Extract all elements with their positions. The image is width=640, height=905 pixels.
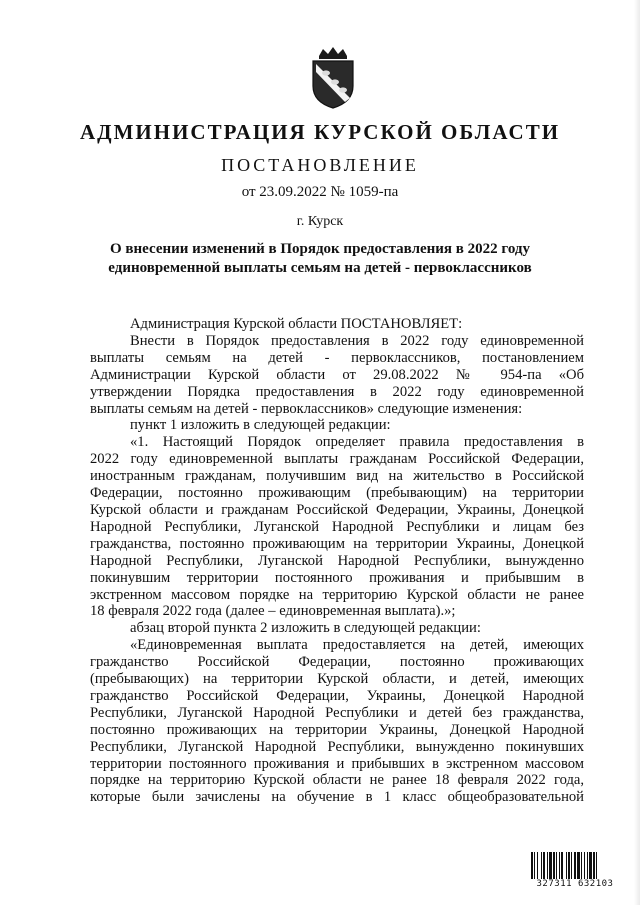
body-line: пункт 1 изложить в следующей редакции: <box>130 417 391 434</box>
body-line: «1. Настоящий Порядок определяет правила предоставления в <box>130 434 584 451</box>
document-title <box>0 240 640 278</box>
body-line: Курской области и гражданам Российской Федерации, Украины, Донецкой <box>90 501 584 518</box>
document-type: ПОСТАНОВЛЕНИЕ <box>221 155 419 175</box>
body-line: постоянно проживающих на территории Украины, Донецкой Народной <box>90 721 584 738</box>
body-line: Народной Республики, Луганской Народной Республики, вынужденно <box>90 552 584 569</box>
document-date-number: от 23.09.2022 № 1059-па <box>241 184 399 200</box>
body-line: гражданство Российской Федерации, постоянно проживающих <box>90 654 584 671</box>
body-line: Республики, Луганской Народной Республики, вынужденно покинувших <box>90 738 584 755</box>
body-line: гражданства, постоянно проживающим на территории Украины, Донецкой <box>90 535 584 552</box>
organization-name: АДМИНИСТРАЦИЯ КУРСКОЙ ОБЛАСТИ <box>79 120 561 144</box>
body-line: (пребывающих) на территории Курской области, и детей, имеющих <box>90 671 584 688</box>
body-line: экстренном массовом порядке на территорию Курской области не ранее <box>90 586 584 603</box>
body-line: Администрации Курской области от 29.08.2022 № 954-па «Об <box>90 366 584 383</box>
body-line: Народной Республики, Луганской Народной Республики и лицам без <box>90 518 584 535</box>
body-line: Администрация Курской области ПОСТАНОВЛЯЕТ: <box>130 316 463 332</box>
body-line: утверждении Порядка предоставления в 2022 году единовременной <box>90 383 584 400</box>
body-line: порядке на территорию Курской области не ранее 18 февраля 2022 года, <box>90 772 584 789</box>
body-line: покинувшим территории постоянного проживания и прибывшим в <box>90 569 584 586</box>
body-line: которые были зачислены на обучение в 1 класс общеобразовательной <box>90 789 584 806</box>
document-city: г. Курск <box>296 214 344 229</box>
body-line: 2022 году единовременной выплаты гражданам Российской Федерации, <box>90 451 584 468</box>
body-line: абзац второй пункта 2 изложить в следующей редакции: <box>130 620 481 637</box>
body-line: выплаты семьям на детей - первоклассников» следующие изменения: <box>90 400 523 417</box>
body-line: гражданство Российской Федерации, Украины, Донецкой Народной <box>90 687 584 704</box>
coat-of-arms-icon <box>307 46 359 110</box>
barcode-number: 327311 632103 <box>531 879 619 889</box>
body-line: Внести в Порядок предоставления в 2022 году единовременной <box>130 332 584 349</box>
document-title-line: О внесении изменений в Порядок предоставления в 2022 году <box>109 241 530 257</box>
body-line: иностранным гражданам, получившим вид на жительство в Российской <box>90 468 584 485</box>
document-title-line: единовременной выплаты семьям на детей - первоклассников <box>108 260 532 276</box>
document-body <box>90 316 584 806</box>
body-line: Федерации, постоянно проживающим (пребывающим) на территории <box>90 485 584 502</box>
body-line: выплаты семьям на детей - первоклассников, постановлением <box>90 349 584 366</box>
body-line: Республики, Луганской Народной Республики и детей без гражданства, <box>90 704 584 721</box>
body-line: 18 февраля 2022 года (далее – единовременная выплата).»; <box>90 603 456 620</box>
body-line: территории постоянного проживания и прибывших в экстренном массовом <box>90 755 584 772</box>
body-line: «Единовременная выплата предоставляется на детей, имеющих <box>130 637 584 654</box>
